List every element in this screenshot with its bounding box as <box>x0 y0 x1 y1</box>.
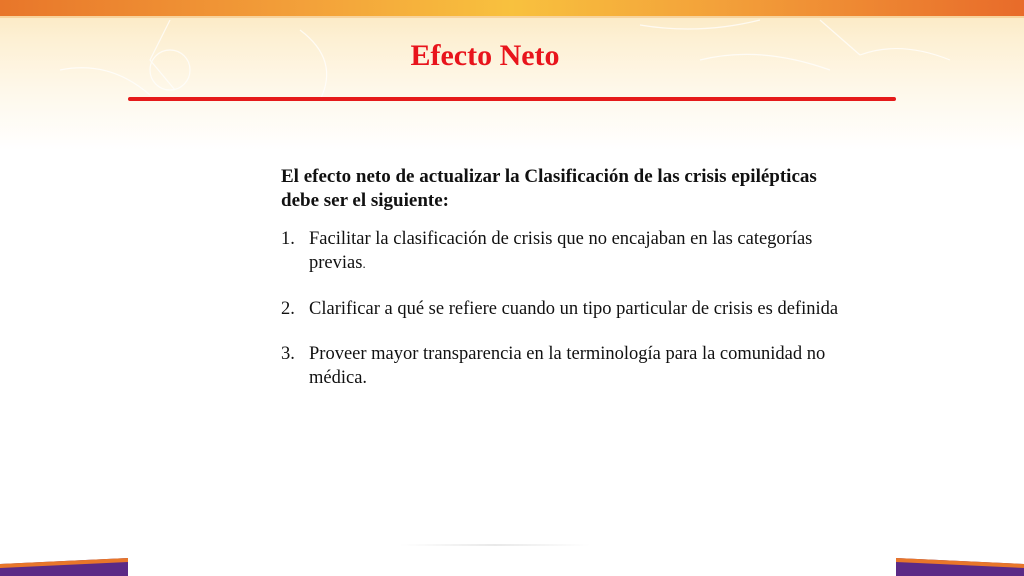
list-item-number: 3. <box>281 344 295 364</box>
net-effect-list <box>281 227 841 390</box>
list-item-number: 2. <box>281 299 295 319</box>
list-item-text: Clarificar a qué se refiere cuando un tipo particular de crisis es definida <box>309 299 839 319</box>
list-item-text: Proveer mayor transparencia en la terminología para la comunidad no médica. <box>309 344 826 388</box>
bottom-right-accent <box>896 554 1024 576</box>
slide-title: Efecto Neto <box>410 39 560 72</box>
list-item-number: 1. <box>281 229 295 249</box>
background-decoration <box>0 0 1024 160</box>
title-underline <box>128 97 896 101</box>
intro-text: El efecto neto de actualizar la Clasificación de las crisis epilépticas debe ser el siguiente: <box>281 166 817 211</box>
list-item-period: . <box>362 256 366 271</box>
list-item-text: Facilitar la clasificación de crisis que no encajaban en las categorías previas <box>309 229 813 273</box>
bottom-left-accent <box>0 554 128 576</box>
list-item <box>281 227 841 276</box>
list-item <box>281 297 841 321</box>
list-item <box>281 342 841 390</box>
slide-content <box>281 165 841 411</box>
bottom-divider <box>400 544 590 546</box>
